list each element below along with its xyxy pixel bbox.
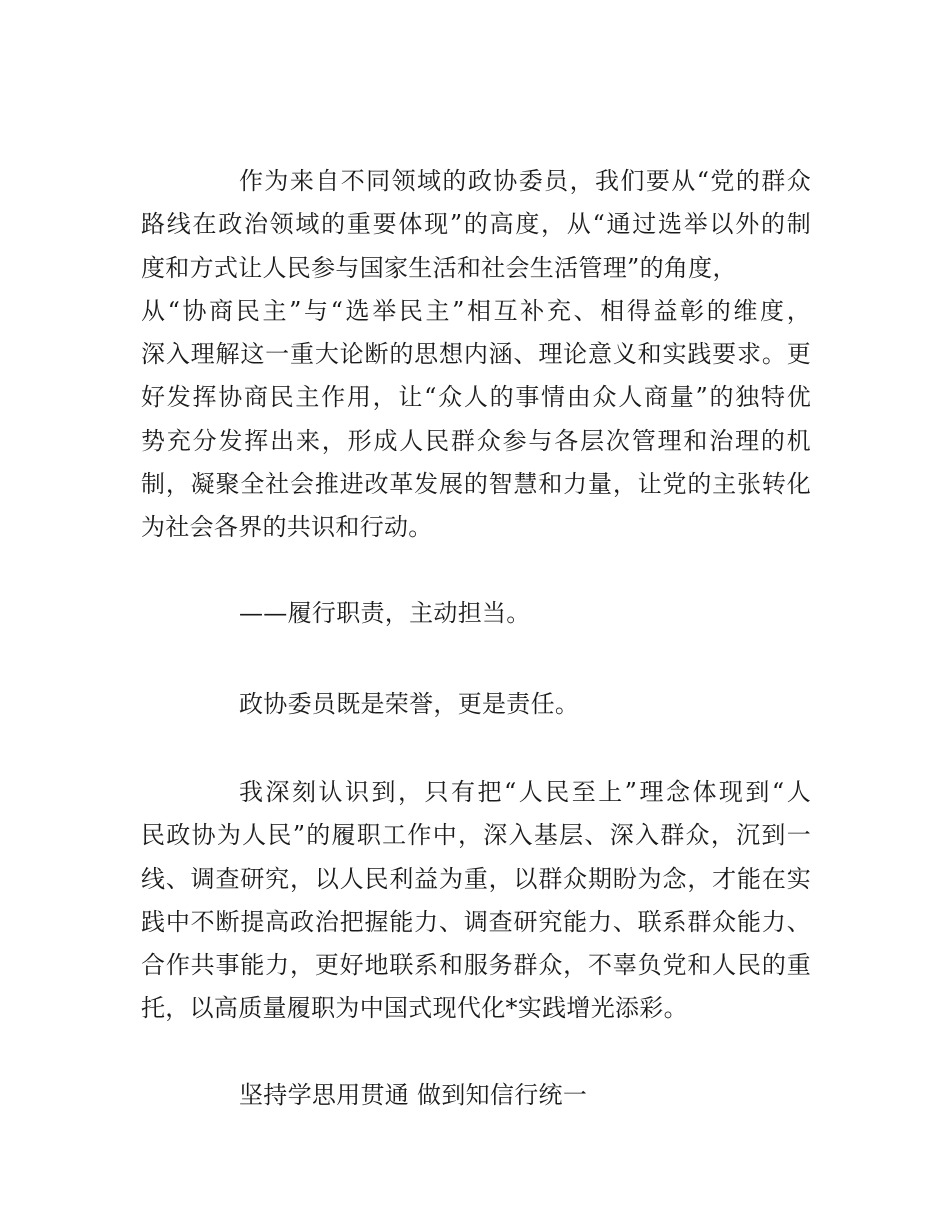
paragraph-1-line: 势充分发挥出来，形成人民群众参与各层次管理和治理的机 (141, 426, 811, 455)
section-heading-learning: 坚持学思用贯通 做到知信行统一 (239, 1081, 588, 1109)
paragraph-1-line: 路线在政治领域的重要体现”的高度，从“通过选举以外的制 (141, 210, 811, 239)
paragraph-4-line: 民政协为人民”的履职工作中，深入基层、深入群众，沉到一 (141, 821, 811, 850)
paragraph-1-line: 为社会各界的共识和行动。 (141, 513, 433, 542)
paragraph-1-line: 深入理解这一重大论断的思想内涵、理论意义和实践要求。更 (141, 340, 811, 369)
paragraph-1-line: 好发挥协商民主作用，让“众人的事情由众人商量”的独特优 (141, 383, 811, 412)
paragraph-4-line: 线、调查研究，以人民利益为重，以群众期盼为念，才能在实 (141, 864, 811, 893)
paragraph-1-line: 制，凝聚全社会推进改革发展的智慧和力量，让党的主张转化 (141, 470, 811, 499)
paragraph-1-line: 作为来自不同领域的政协委员，我们要从“党的群众 (239, 167, 811, 195)
paragraph-honor: 政协委员既是荣誉，更是责任。 (239, 690, 580, 718)
paragraph-4-line: 践中不断提高政治把握能力、调查研究能力、联系群众能力、 (141, 907, 811, 936)
paragraph-4-line: 合作共事能力，更好地联系和服务群众，不辜负党和人民的重 (141, 951, 811, 980)
section-heading-duty: ——履行职责，主动担当。 (239, 599, 531, 627)
paragraph-1-line: 从“协商民主”与“选举民主”相互补充、相得益彰的维度， (141, 296, 811, 325)
paragraph-1-line: 度和方式让人民参与国家生活和社会生活管理”的角度， (141, 253, 737, 282)
paragraph-4 (141, 771, 811, 1031)
paragraph-4-line: 托，以高质量履职为中国式现代化*实践增光添彩。 (141, 994, 688, 1023)
paragraph-4-line: 我深刻认识到，只有把“人民至上”理念体现到“人 (239, 778, 811, 806)
paragraph-1 (141, 160, 811, 550)
